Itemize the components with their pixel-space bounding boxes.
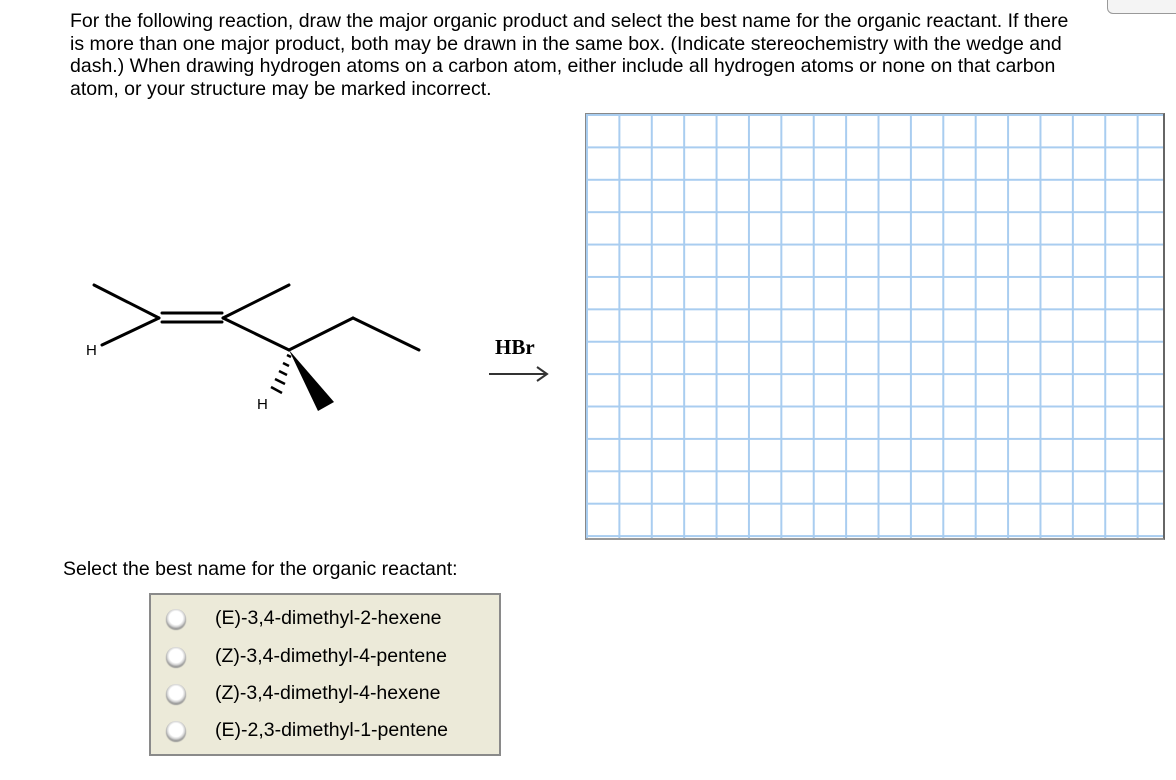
bond — [102, 318, 159, 345]
hydrogen-label: H — [257, 396, 268, 413]
question-text: For the following reaction, draw the major organic product and select the best name for the organic reactant. If there is more than one major product, both may be drawn in the same box. (Indicate stereochemistry with the wedge and dash.) When drawing hydrogen atoms on a carbon atom, either include all hydrogen atoms or none on that carbon atom, or your structure may be marked incorrect. — [70, 10, 1069, 100]
hash-bond — [271, 355, 291, 393]
reaction-arrow — [489, 367, 547, 381]
radio-button[interactable] — [166, 647, 186, 667]
name-prompt: Select the best name for the organic reactant: — [63, 558, 458, 580]
bond — [289, 318, 353, 350]
reagent-label: HBr — [495, 335, 535, 359]
bond — [223, 318, 289, 350]
choice-label: (Z)-3,4-dimethyl-4-pentene — [215, 645, 447, 667]
toolbar-button[interactable] — [1107, 0, 1176, 14]
choice-option[interactable] — [151, 600, 442, 637]
radio-button[interactable] — [166, 609, 186, 629]
drawing-canvas[interactable] — [585, 113, 1165, 540]
choice-label: (E)-2,3-dimethyl-1-pentene — [215, 719, 449, 741]
reaction-scheme — [0, 0, 580, 430]
hydrogen-label: H — [86, 342, 97, 359]
bond — [223, 285, 289, 318]
radio-button[interactable] — [166, 684, 186, 704]
choice-label: (E)-3,4-dimethyl-2-hexene — [215, 607, 442, 629]
choice-option[interactable] — [151, 712, 448, 749]
bond — [353, 318, 419, 350]
choice-option[interactable] — [151, 675, 440, 712]
name-choices — [149, 593, 501, 756]
choice-option[interactable] — [151, 638, 447, 675]
choice-label: (Z)-3,4-dimethyl-4-hexene — [215, 682, 441, 704]
radio-button[interactable] — [166, 721, 186, 741]
wedge-bond — [289, 350, 334, 411]
bond — [94, 285, 159, 318]
